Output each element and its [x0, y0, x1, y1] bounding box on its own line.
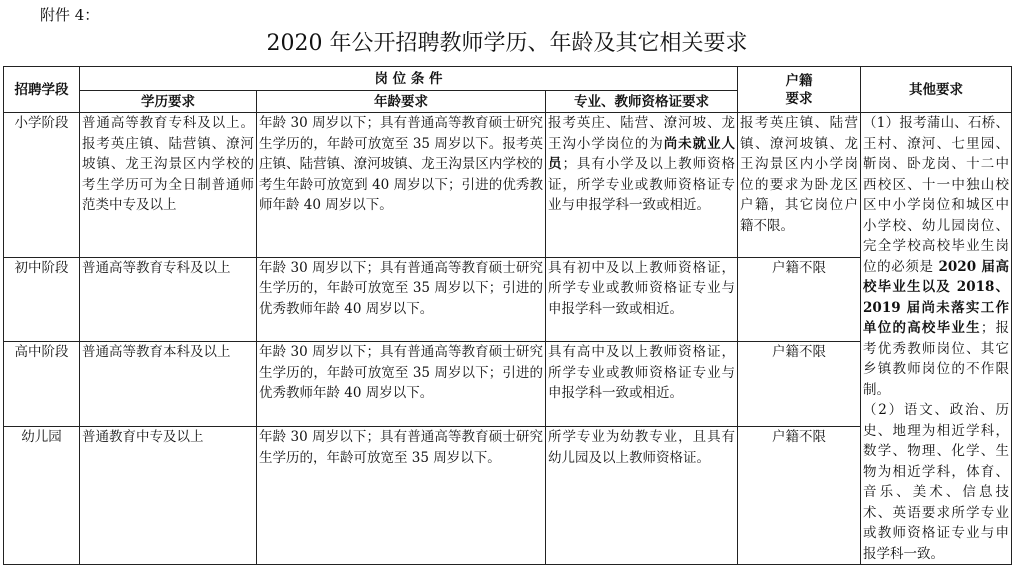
education-cell: 普通高等教育专科及以上。报考英庄镇、陆营镇、潦河坡镇、龙王沟景区内学校的考生学历可为全日制普通师范类中专及以上: [80, 113, 257, 258]
table-row: [4, 113, 1012, 258]
other-para1: （1）报考蒲山、石桥、王村、潦河、七里园、靳岗、卧龙岗、十二中西校区、十一中独山校区中小学岗位和城区中小学校、幼儿园岗位、完全学校高校毕业生岗位的必须是: [863, 115, 1010, 275]
stage-cell: 小学阶段: [4, 113, 80, 258]
stage-cell: 初中阶段: [4, 257, 80, 341]
age-cell: 年龄 30 周岁以下；具有普通高等教育硕士研究生学历的，年龄可放宽至 35 周岁以下。: [257, 427, 546, 565]
document-title: 2020 年公开招聘教师学历、年龄及其它相关要求: [266, 31, 748, 56]
header-row-1: [4, 67, 1012, 91]
header-other: 其他要求: [861, 67, 1012, 113]
hukou-cell: 户籍不限: [738, 257, 861, 341]
header-education: 学历要求: [80, 91, 257, 113]
other-requirements-cell: [861, 113, 1012, 565]
header-conditions: 岗 位 条 件: [80, 67, 738, 91]
education-cell: 普通教育中专及以上: [80, 427, 257, 565]
header-hukou: 户籍 要求: [738, 67, 861, 113]
table-row: [4, 257, 1012, 341]
other-para1-suffix: ；报考优秀教师岗位、其它乡镇教师岗位的不作限制。: [863, 320, 1010, 398]
header-major: 专业、教师资格证要求: [546, 91, 738, 113]
stage-cell: 高中阶段: [4, 342, 80, 427]
other-para2: （2）语文、政治、历史、地理为相近学科，数学、物理、化学、生物为相近学科，体育、音乐、美术、信息技术、英语要求所学专业或教师资格证专业与申报学科一致。: [863, 402, 1010, 562]
major-cell: 所学专业为幼教专业，且具有幼儿园及以上教师资格证。: [546, 427, 738, 565]
header-age: 年龄要求: [257, 91, 546, 113]
education-cell: 普通高等教育专科及以上: [80, 257, 257, 341]
attachment-label: 附件 4：: [40, 6, 100, 24]
major-text: ；具有小学及以上教师资格证，所学专业或教师资格证专业与申报学科一致或相近。: [548, 156, 736, 213]
hukou-cell: 报考英庄镇、陆营镇、潦河坡镇、龙王沟景区内小学岗位的要求为卧龙区户籍，其它岗位户籍不限。: [738, 113, 861, 258]
major-cell: 具有初中及以上教师资格证，所学专业或教师资格证专业与申报学科一致或相近。: [546, 257, 738, 341]
header-stage: 招聘学段: [4, 67, 80, 113]
requirements-table: [3, 66, 1012, 565]
age-cell: 年龄 30 周岁以下；具有普通高等教育硕士研究生学历的，年龄可放宽至 35 周岁以下；引进的优秀教师年龄 40 周岁以下。: [257, 342, 546, 427]
stage-cell: 幼儿园: [4, 427, 80, 565]
age-cell: 年龄 30 周岁以下；具有普通高等教育硕士研究生学历的，年龄可放宽至 35 周岁以下。报考英庄镇、陆营镇、潦河坡镇、龙王沟景区内学校的考生年龄可放宽到 40 周岁以下；引进的优秀教师年龄 40 周岁以下。: [257, 113, 546, 258]
major-cell: [546, 113, 738, 258]
other-para1-emphasis: 2020 届高校毕业生以及 2018、2019 届尚未落实工作单位的高校毕业生: [863, 258, 1010, 336]
age-cell: 年龄 30 周岁以下；具有普通高等教育硕士研究生学历的，年龄可放宽至 35 周岁以下；引进的优秀教师年龄 40 周岁以下。: [257, 257, 546, 341]
major-cell: 具有高中及以上教师资格证，所学专业或教师资格证专业与申报学科一致或相近。: [546, 342, 738, 427]
table-row: [4, 342, 1012, 427]
major-emphasis: 尚未就业人员: [548, 135, 736, 172]
hukou-cell: 户籍不限: [738, 427, 861, 565]
major-text: 报考英庄、陆营、潦河坡、龙王沟小学岗位的为: [548, 115, 736, 152]
education-cell: 普通高等教育本科及以上: [80, 342, 257, 427]
table-row: [4, 427, 1012, 565]
hukou-cell: 户籍不限: [738, 342, 861, 427]
